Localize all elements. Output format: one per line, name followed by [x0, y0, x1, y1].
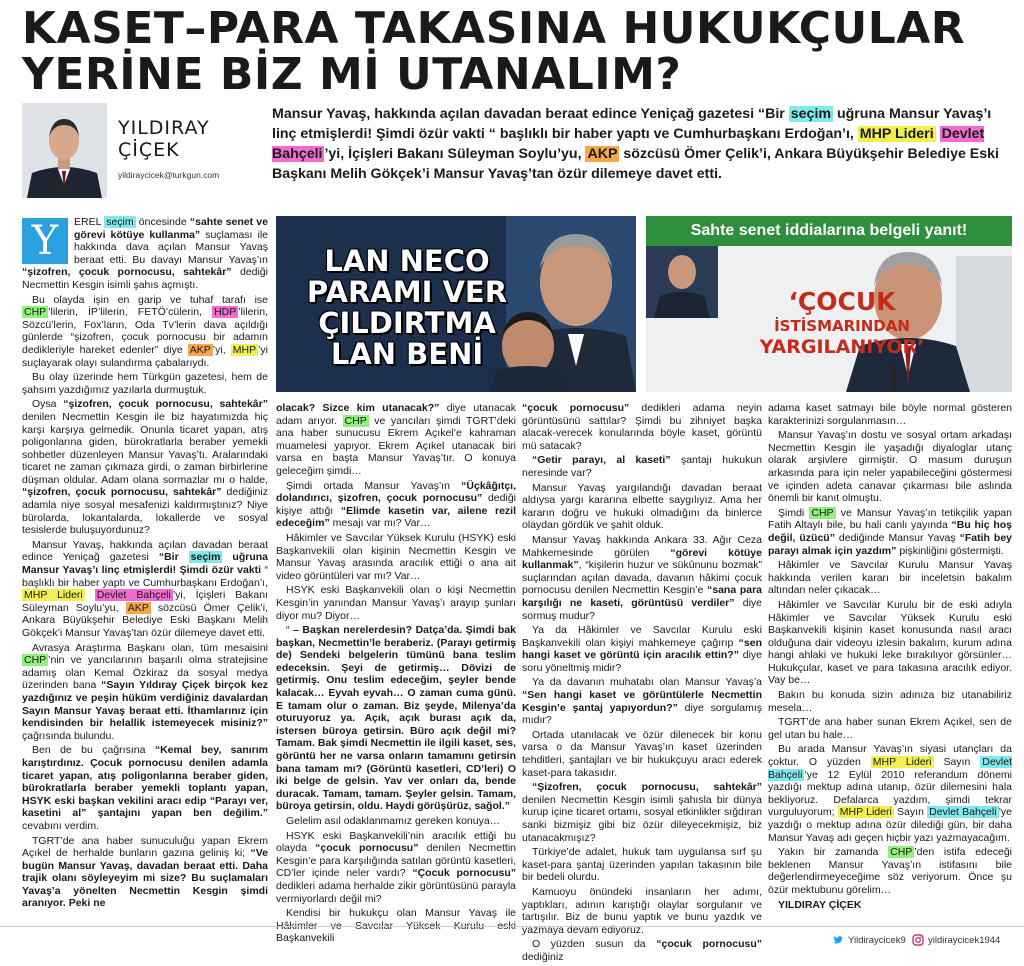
body-paragraph: Mansur Yavaş’ın dostu ve sosyal ortam arkadaşı Necmettin Kesgin ile yaşadığı diyaloglar utanç olarak arşivlere girmiştir. O masum duruşun arkasında para için neler yapabileceğini göstermesi ve içinden adeta canavar çıkarması bile aslında önemli bir kanıt olmuştu.: [768, 429, 1012, 505]
body-paragraph: Gelelim asıl odaklanmamız gereken konuya…: [286, 815, 501, 827]
twitter-icon: [832, 934, 844, 946]
article-column-2: [276, 402, 516, 947]
highlight-chp: CHP: [811, 506, 834, 519]
body-text: ve yancıları şimdi TGRT’deki ana haber sunucusu Ekrem Açıkel’e kahraman muamelesi yapıyor. Ekrem Açıkel utanacak biri varsa en başta Mansur Yavaş’tır. O konuya geleceğim şimdi…: [276, 414, 516, 477]
body-quote: “şizofren, çocuk pornocusu, sahtekâr”: [22, 266, 232, 279]
instagram-icon: [912, 934, 924, 946]
body-paragraph: Mansur Yavaş yargılandığı davadan beraat aldıysa yargı kararına elbette saygılıyız. Ama her kararın doğru ve hukuki olmadığını da binlerce olaydan gördük ve şahit olduk.: [522, 481, 762, 532]
author-photo: [22, 103, 107, 198]
highlight-akp: AKP: [587, 146, 618, 162]
body-text: diye soru yöneltmiş midir?: [522, 649, 762, 674]
highlight-secim: seçim: [790, 106, 832, 122]
body-quote: “Şizofren, çocuk pornocusu, sahtekâr”: [532, 781, 762, 794]
lead-text: Mansur Yavaş, hakkında açılan davadan beraat edince Yeniçağ gazetesi “Bir: [272, 106, 789, 122]
highlight-chp: CHP: [344, 414, 367, 427]
body-text: ’yi suçlayarak olayı sulandırma çabalarıydı.: [22, 343, 268, 369]
body-text: mesajı var mı? Var…: [329, 517, 431, 530]
author-last-name: ÇİÇEK: [118, 139, 180, 161]
quote-line: YARGILANIYOR’: [759, 336, 925, 358]
highlight-akp: AKP: [189, 343, 211, 356]
signature: YILDIRAY ÇİÇEK: [778, 898, 862, 911]
instagram-handle-text: yildiraycicek1944: [928, 934, 1001, 946]
caption-line: LAN NECO: [324, 244, 490, 278]
body-text: Mansur Yavaş, hakkında açılan davadan beraat edince Yeniçağ gazetesi: [22, 538, 268, 564]
body-text: denilen Necmettin Kesgin ile biz hayatımızda hiç karşı karşıya gelmedik. Onunla ticaret yapan, atış poligonlarına giden, bürokratlarla beraber yemekli sohbetler düzenleyen Mansur Yavaş’tı. Aralarındaki ticaret ne zaman çıkmaza girdi, o zaman birbirlerine düşman oldular. Adam olana sormazlar mı o halde,: [22, 410, 268, 486]
body-quote: “çocuk pornocusu”: [656, 938, 762, 951]
highlight-chp: CHP: [890, 846, 913, 859]
lead-text: sözcüsü Ömer Çelik’i, Ankara Büyükşehir Belediye Eski Başkanı Melih Gökçek’i Mansur Yavaş’tan özür dilemeye davet etti.: [272, 146, 999, 182]
dropcap: Y: [22, 218, 68, 264]
highlight-mhp: MHP: [232, 343, 257, 356]
highlight-mhp: MHP Lideri: [859, 126, 934, 142]
body-quote: “görevi kötüye kullanmak”: [522, 546, 762, 572]
body-text: cevabını verdim.: [22, 819, 100, 832]
body-text: TGRT’de ana haber sunuculuğu yapan Ekrem Açıkel de herhalde bunların gazına geliniş ki;: [22, 834, 268, 860]
body-text: öncesinde: [135, 216, 190, 228]
body-text: denilen Necmettin Kesgin isimli şahısla bir dünya kurup içine ticaret ortamı, sosyal etkinlikler sığdıran sanki bizmişiz gibi biz özür dileyecekmişiz, biz utanacakmışız?: [522, 793, 762, 844]
body-text: Ya da davanın muhatabı olan Mansur Yavaş’a: [532, 676, 762, 689]
body-quote: “Üçkâğıtçı, dolandırıcı, şizofren, çocuk pornocusu”: [276, 479, 516, 505]
body-quote: “sahte senet ve görevi kötüye kullanma”: [74, 216, 268, 241]
photo-quote: [754, 288, 930, 358]
body-quote: “şizofren, çocuk pornocusu, sahtekâr”: [63, 398, 268, 411]
body-paragraph: Hâkimler ve Savcılar Yüksek Kurulu (HSYK) eski Başkanvekili olan kişinin Necmettin Kesgin ve Mansur Yavaş arasında aracılık ettiği o ana ait video görüntüleri var mı? Var…: [276, 531, 516, 582]
body-text: EREL: [74, 216, 105, 228]
body-text: dediğiniz: [522, 950, 564, 963]
caption-line: PARAMI VER: [306, 275, 508, 309]
highlight-mhp-lideri: MHP Lideri: [872, 756, 932, 769]
highlight-chp: CHP: [24, 306, 47, 319]
body-paragraph: Ortada utanılacak ve özür dilenecek bir konu varsa o da Mansur Yavaş’ın kaset üzerinden tehditleri, şantajları ve bir hukukçuyu aracı ederek kaset-para takasıdır.: [522, 728, 762, 779]
instagram-handle[interactable]: [912, 934, 1000, 946]
body-text: şantajı hukukun neresinde var?: [522, 454, 762, 479]
body-paragraph: adama kaset satmayı bile böyle normal gösteren karakterinizi sorgulanmasın…: [768, 402, 1012, 427]
body-text: diye sormuş mudur?: [522, 596, 762, 622]
body-text: “: [286, 624, 294, 637]
body-text: , “kişilerin huzur ve sükûnunu bozmak” suçlarından açılan davada, davanın hâkimi çocuk pornocusu denilen Necmettin Kesgin’e: [522, 559, 762, 597]
body-text: dedikleri adama neyin görüntüsünü sattılar? Şimdi bu zihniyet başka alacak-verecek konularında böyle kaset, görüntü mü satacak?: [522, 402, 763, 452]
body-quote: “çocuk pornocusu”: [315, 842, 419, 855]
body-quote: olacak? Sizce kim utanacak?”: [276, 402, 440, 414]
body-text: dediği kişiye attığı: [276, 492, 516, 517]
body-text: dediği Necmettin Kesgin isimli şahıs açmıştı.: [22, 266, 268, 291]
photo-lan-neco: [276, 216, 636, 392]
body-text: sözcüsü Ömer Çelik’i, Ankara Büyükşehir Belediye Eski Başkanı Melih Gökçek’i Mansur Yavaş’tan özür dilemeye davet etti.: [22, 601, 268, 639]
body-text: Şimdi: [778, 506, 810, 519]
lead-text: uğruna Mansur Yavaş’ı linç etmişlerdi! Şimdi özür vakti “ başlıklı bir haber yaptı ve Cumhurbaşkanı Erdoğan’ı,: [272, 106, 992, 142]
lead-paragraph: [272, 104, 1010, 184]
author-first-name: YILDIRAY: [118, 117, 210, 139]
body-paragraph: Türkiye’de adalet, hukuk tam uygulansa sırf şu kaset-para şantaj üzerinden yapılan takasının bile bir bedeli olurdu.: [522, 846, 762, 884]
body-text: ’lilerin, İP’lilerin, FETÖ’cülerin,: [48, 306, 213, 319]
highlight-devlet-bahceli: Devlet Bahçeli: [96, 589, 171, 602]
body-quote: – Başkan nerelerdesin? Datça’da. Şimdi bak başkan, Necmettin’le beraberiz. (Parayı getirmiş de) Sendeki belgelerin tümünü bana teslim edeceksin. Şeyi de getirmiş… Dövizi de getirmiş. Onu teslim edeceğim, şeyler bende kalacak… Eyvah eyvah… O zaman cuma günü. E tamam olur o zaman. Biz şeyde, Milenya’da oturuyoruz ya. Açık, açık burası açık da, istersen büroya getirsin. Büro açık değil mi? Tamam. Bak şimdi Necmettin ile ilgili kaset, ses, görüntü her ne varsa onların tamamını getirsin bana tamam mı? (Görüntü kasetleri, CD’leri) O iki belge de gelsin. Yav ver onları da, bende duracak. Tamam, tamam. Şeyler gelsin. Tamam, büroya getirsin, oldu. Haydi görüşürüz, sağol.”: [276, 624, 516, 813]
body-text: Sayın: [933, 756, 981, 769]
body-quote: “Getir parayı, al kaseti”: [532, 454, 671, 467]
body-text: Şimdi ortada Mansur Yavaş’ın: [286, 479, 462, 492]
body-text: ’den istifa edeceği beklenen Mansur Yavaş’ın istifasını bile değerlendirmeyeceğime söz veriyorum. Önce şu özür mektubunu görelim…: [768, 846, 1013, 896]
twitter-handle[interactable]: [832, 934, 906, 946]
body-text: ’ye yazdığı o mektup adına özür dilediği gün, bir daha Mansur Yavaş adı geçen hiçbir yazı yazmayacağım.: [768, 806, 1013, 844]
body-quote: “Bir: [158, 551, 189, 564]
body-text: ’ye 12 Eylül 2010 referandum dönemi yazdığı mektup adına utanıp, özür dilemesini hala bekliyoruz. Defalarca yazdım, şimdi tekrar vurguluyorum;: [768, 768, 1012, 819]
body-text: dediğiniz adamla niye sosyal mesafenizi kaldırmıştınız? Niye bürolarda, lokantalarda, lokallerde ve sosyal tesislerde buluşuyordunuz?: [22, 486, 268, 537]
body-text: “ başlıklı bir haber yaptı ve Cumhurbaşkanı Erdoğan’ı,: [22, 564, 268, 589]
body-paragraph: HSYK eski Başkanvekili olan o kişi Necmettin Kesgin’in yanından Mansur Yavaş’ı arayıp şunları diyor mu? Diyor…: [276, 584, 516, 622]
body-text: Yakın bir zamanda: [778, 846, 889, 859]
highlight-akp: AKP: [127, 601, 149, 614]
quote-line: ‘ÇOCUK: [788, 287, 896, 316]
body-paragraph: Hâkimler ve Savcılar Kurulu Mansur Yavaş hakkında verilen kararı bir inceletsin bakalım altından neler çıkacak…: [768, 559, 1012, 597]
body-text: dediğinde Mansur Yavaş: [834, 531, 960, 544]
lead-text: [936, 126, 940, 142]
caption-line: LAN BENİ: [330, 337, 484, 371]
highlight-devlet-bahceli: Devlet Bahçeli: [272, 126, 985, 162]
body-quote: “sen hangi kaset ve görüntü için aracılık ettin?”: [522, 636, 762, 662]
body-text: çağrısında bulundu.: [22, 729, 115, 742]
body-text: Ya da Hâkimler ve Savcılar Kurulu eski Başkanvekili olan kişiyi mahkemeye çağırıp: [522, 624, 762, 649]
caption-line: ÇILDIRTMA: [318, 306, 496, 340]
body-quote: “şizofren, çocuk pornocusu, sahtekâr”: [22, 486, 222, 499]
body-text: ’yi,: [212, 343, 231, 356]
body-text: Oysa: [32, 398, 64, 411]
headline: KASET–PARA TAKASINA HUKUKÇULAR YERİNE BİZ Mİ UTANALIM?: [22, 3, 966, 100]
body-text: diye utanacak adam arıyor.: [276, 402, 517, 427]
body-text: Bu arada Mansur Yavaş’ın siyasi utançları da çoktur. O yüzden: [768, 743, 1012, 769]
body-text: Avrasya Araştırma Başkanı olan, tüm mesaisini: [32, 641, 268, 654]
body-quote: uğruna Mansur Yavaş’ı linç etmişlerdi! Şimdi özür vakti: [22, 551, 268, 577]
body-text: Mansur Yavaş hakkında Ankara 33. Ağır Ceza Mahkemesinde görülen: [522, 533, 762, 559]
photo-cocuk-istismarindan: [646, 216, 1012, 392]
body-text: Bu olayda işin en garip ve tuhaf tarafı ise: [32, 293, 268, 306]
quote-line: İSTİSMARINDAN: [774, 317, 910, 335]
body-quote: “Fatih bey parayı almak için yazdım”: [768, 531, 1013, 557]
body-quote: “çocuk pornocusu”: [522, 402, 630, 414]
highlight-hdp: HDP: [214, 306, 237, 319]
author-box: [22, 103, 262, 198]
body-text: Sayın: [893, 806, 928, 819]
body-text: Ben de bu çağrısına: [32, 744, 155, 757]
article-column-3: [522, 402, 762, 966]
body-quote: “Kemal bey, sanırım karıştırdınız. Çocuk pornocusu denilen adamla ticaret yapan, atış poligonlarına beraber giden, bürokratlarla beraber yemekli toplantı yapan, HSYK eski başkan vekilini aracı edip “Parayı ver, kasetini al” şantajını yapan ben değilim.”: [22, 744, 268, 820]
body-quote: “Ve bugün Mansur Yavaş, davadan beraat etti. Daha trajik olanı söyleyeyim mi size? Bu suçlamaları Yavaş’a yönelten Necmettin Kesgin şimdi aranıyor. Peki ne: [22, 847, 268, 910]
highlight-mhp-lideri: MHP Lideri: [24, 589, 83, 602]
body-text: denilen Necmettin Kesgin’e para karşılığında satılan görüntü kasetleri, CD’ler içinde neler vardı?: [276, 842, 517, 880]
body-paragraph: Kamuoyu önündeki insanların her adımı, yaptıkları, adının karıştığı olaylar sorgulanır ve tartışılır. Biz de bunu yaptık ve bunu yazdık ve yazmaya devam ediyoruz.: [522, 885, 762, 936]
highlight-chp: CHP: [24, 654, 47, 667]
highlight-devlet-bahceli: Devlet Bahçeli: [768, 756, 1012, 781]
body-text: pişkinliğini göstermişti.: [896, 544, 1004, 557]
body-quote: “Elimde kasetin var, ailene rezil edeceğim”: [276, 504, 516, 530]
body-paragraph: Kendisi bir hukukçu olan Mansur Yavaş ile Hâkimler ve Savcılar Yüksek Kurulu eski Başkanvekili: [276, 907, 516, 945]
highlight-mhp-lideri: MHP Lideri: [839, 806, 892, 819]
body-text: ’lilerin, Sözcü’lerin, Fox’ların, Oda Tv’lerin dava açıldığı günlerde “şizofren, çocuk pornocusu bir adamın dedikleriyle hareket edenler” diye: [22, 306, 268, 356]
author-email: yildiraycicek@turkgun.com: [118, 170, 220, 180]
photo-caption: [282, 246, 532, 370]
body-paragraph: Hâkimler ve Savcılar Kurulu bir de eski adıyla Hâkimler ve Savcılar Yüksek Kurulu eski Başkanvekili kişinin kaset konusunda nasıl aracı olduğuna dair videoyu izlesin bakalım, kurum adına hangi ahlaki ve hukuki leke bırakılıyor görsünler… Hukukçular, kaset ve para takasına aracılık ediyor. Vay be…: [768, 598, 1012, 687]
body-text: HSYK eski Başkanvekili’nin aracılık ettiği bu olayda: [276, 829, 516, 855]
twitter-handle-text: Yildiraycicek9: [848, 934, 906, 946]
body-paragraph: TGRT’de ana haber sunan Ekrem Açıkel, sen de gel utan bu hale…: [768, 716, 1012, 741]
lead-text: ’yi, İçişleri Bakanı Süleyman Soylu’yu,: [324, 146, 586, 162]
body-text: suçlaması ile hakkında dava açılan Mansur Yavaş beraat etti. Bu davayı Mansur Yavaş’ın: [74, 228, 268, 266]
body-quote: “Bu hiç hoş değil, üzücü”: [768, 519, 1012, 544]
footer: [0, 926, 1024, 953]
article-column-4: [768, 402, 1012, 913]
photo-banner: Sahte senet iddialarına belgeli yanıt!: [646, 216, 1012, 246]
body-paragraph: Bu olay üzerinde hem Türkgün gazetesi, hem de şahsım yazdığımız yazılarla durmuştuk.: [22, 371, 268, 396]
article-column-1: [22, 216, 268, 912]
body-paragraph: Bakın bu konuda sizin adınıza biz utanabiliriz mesela…: [768, 689, 1012, 714]
body-quote: “sana para karşılığı ne kaseti, görüntüsü verdiler”: [522, 584, 763, 609]
highlight-secim: seçim: [106, 216, 134, 228]
body-text: dedikleri adama herhalde zikir görüntüsünü parayla vermiyorlardı değil mi?: [276, 879, 516, 905]
highlight-secim: seçim: [190, 551, 221, 564]
body-quote: “Çocuk pornocusu”: [412, 867, 516, 880]
body-text: ’yi, İçişleri Bakanı Süleyman Soylu’yu,: [22, 589, 268, 614]
body-quote: “Sayın Yıldıray Çiçek birçok kez yazdığınız ve peşin hüküm verdiğiniz davalardan Sayın Mansur Yavaş beraat etti. İthamlarınız için kendisinden bir helallik istemeyecek misiniz?”: [22, 679, 269, 730]
body-text: O yüzden susun da: [532, 938, 657, 951]
body-quote: “Sen hangi kaset ve görüntülerle Necmettin Kesgin’e şantaj yapıyordun?”: [522, 689, 762, 714]
body-text: diye sorgulamış mıdır?: [522, 701, 762, 727]
author-name: [118, 117, 210, 161]
highlight-devlet-bahceli: Devlet Bahçeli: [929, 806, 997, 819]
body-text: ’nin ve yancılarının başarılı olma stratejisine adamış olan Kemal Özkiraz da sosyal medya üzerinden bana: [22, 654, 268, 692]
body-text: ve Mansur Yavaş’ın tetikçilik yapan Fatih Altaylı bile, bu hali canlı yayında: [768, 506, 1012, 532]
